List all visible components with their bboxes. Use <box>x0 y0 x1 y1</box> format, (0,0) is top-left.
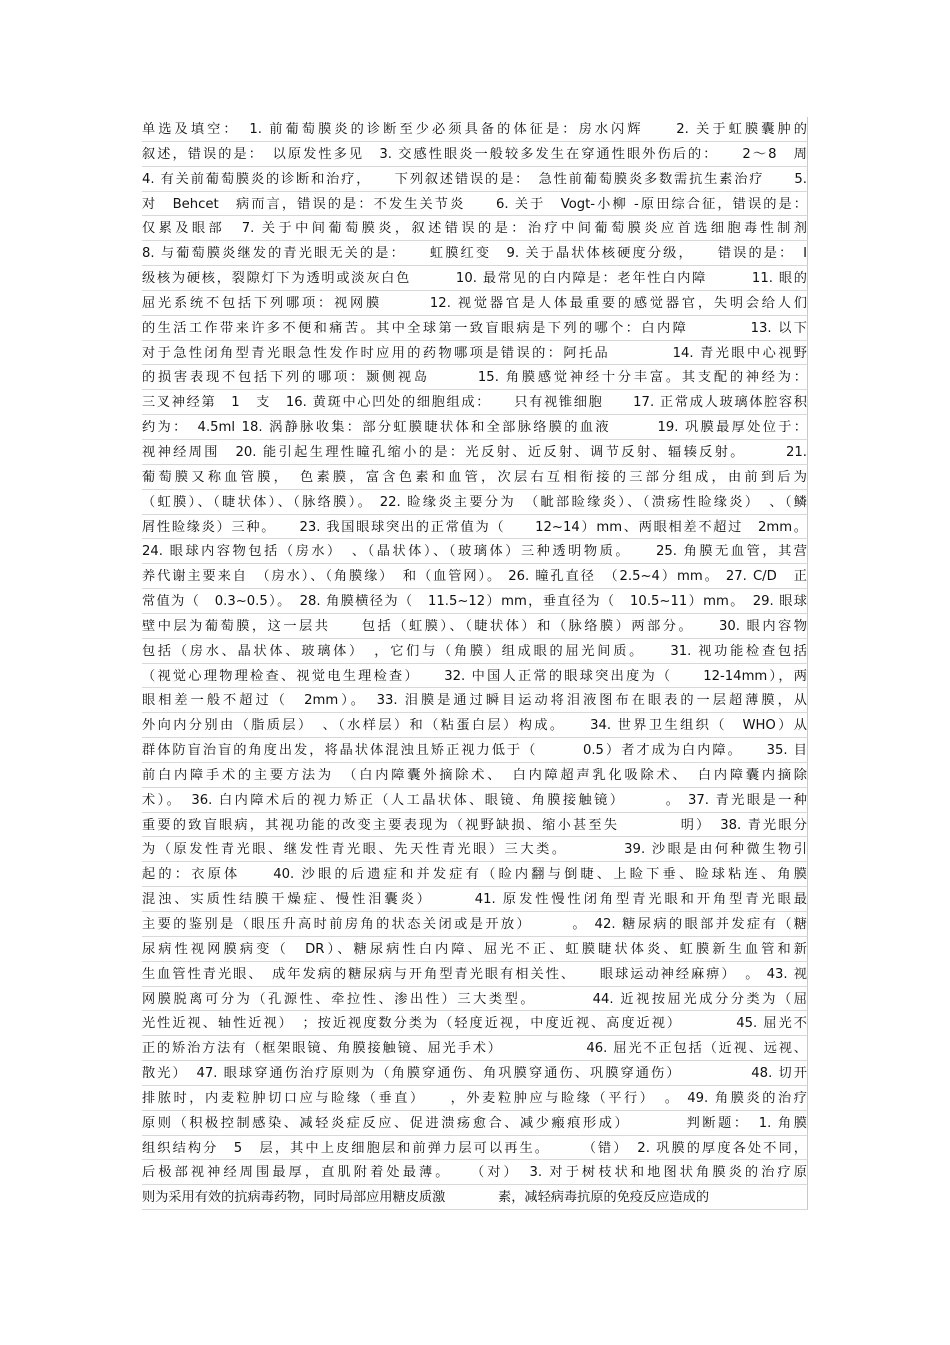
text-line: 光性近视、轴性近视） ；按近视度数分类为（轻度近视，中度近视、高度近视） 45. 屈光不 <box>142 1011 808 1036</box>
text-line: 叙述，错误的是： 以原发性多见 3. 交感性眼炎一般较多发生在穿通性眼外伤后的： 2～8 周 <box>142 142 808 167</box>
document-page <box>142 117 808 1210</box>
text-line: 生血管性青光眼、 成年发病的糖尿病与开角型青光眼有相关性、 眼球运动神经麻痹） 。 43. 视 <box>142 962 808 987</box>
text-line: 约为： 4.5ml 18. 涡静脉收集：部分虹膜睫状体和全部脉络膜的血液 19. 巩膜最厚处位于： <box>142 415 808 440</box>
text-line: 混浊、实质性结膜干燥症、慢性泪囊炎） 41. 原发性慢性闭角型青光眼和开角型青光眼最 <box>142 887 808 912</box>
text-line: 散光） 47. 眼球穿通伤治疗原则为（角膜穿通伤、角巩膜穿通伤、巩膜穿通伤） 48. 切开 <box>142 1061 808 1086</box>
text-line: 则为采用有效的抗病毒药物，同时局部应用糖皮质激 素，减轻病毒抗原的免疫反应造成的 <box>142 1185 808 1210</box>
text-line: 网膜脱离可分为（孔源性、牵拉性、渗出性）三大类型。 44. 近视按屈光成分分类为（屈 <box>142 987 808 1012</box>
text-line: 壁中层为葡萄膜，这一层共 包括（虹膜）、（睫状体）和（脉络膜）两部分。 30. 眼内容物 <box>142 614 808 639</box>
text-line: 前白内障手术的主要方法为 （白内障囊外摘除术、 白内障超声乳化吸除术、 白内障囊内摘除 <box>142 763 808 788</box>
text-line: 术）。 36. 白内障术后的视力矫正（人工晶状体、眼镜、角膜接触镜） 。 37. 青光眼是一种 <box>142 788 808 813</box>
text-line: 屑性睑缘炎）三种。 23. 我国眼球突出的正常值为（ 12~14）mm、两眼相差不超过 2mm。 <box>142 515 808 540</box>
text-line: 组织结构分 5 层，其中上皮细胞层和前弹力层可以再生。 （错） 2. 巩膜的厚度各处不同， <box>142 1136 808 1161</box>
text-line: 排脓时，内麦粒肿切口应与睑缘（垂直） ，外麦粒肿应与睑缘（平行） 。 49. 角膜炎的治疗 <box>142 1086 808 1111</box>
text-line: （视觉心理物理检查、视觉电生理检查） 32. 中国人正常的眼球突出度为（ 12-14mm），两 <box>142 664 808 689</box>
text-line: （虹膜）、（睫状体）、（脉络膜）。 22. 睑缘炎主要分为 （眦部睑缘炎）、（溃疡性睑缘炎） 、（鳞 <box>142 490 808 515</box>
text-line: 主要的鉴别是（眼压升高时前房角的状态关闭或是开放） 。 42. 糖尿病的眼部并发症有（糖 <box>142 912 808 937</box>
text-line: 群体防盲治盲的角度出发，将晶状体混浊且矫正视力低于（ 0.5）者才成为白内障。 35. 目 <box>142 738 808 763</box>
text-line: 三叉神经第 1 支 16. 黄斑中心凹处的细胞组成： 只有视锥细胞 17. 正常成人玻璃体腔容积 <box>142 390 808 415</box>
text-line: 包括（房水、晶状体、玻璃体） ，它们与（角膜）组成眼的屈光间质。 31. 视功能检查包括 <box>142 639 808 664</box>
text-line: 对 Behcet 病而言，错误的是：不发生关节炎 6. 关于 Vogt-小柳 -原田综合征，错误的是： <box>142 192 808 217</box>
text-line: 4. 有关前葡萄膜炎的诊断和治疗， 下列叙述错误的是： 急性前葡萄膜炎多数需抗生素治疗 5. <box>142 167 808 192</box>
text-line: 重要的致盲眼病，其视功能的改变主要表现为（视野缺损、缩小甚至失 明） 38. 青光眼分 <box>142 813 808 838</box>
text-line: 外向内分别由（脂质层） 、（水样层）和（粘蛋白层）构成。 34. 世界卫生组织（ WHO）从 <box>142 713 808 738</box>
text-line: 屈光系统不包括下列哪项：视网膜 12. 视觉器官是人体最重要的感觉器官，失明会给人们 <box>142 291 808 316</box>
text-line: 为（原发性青光眼、继发性青光眼、先天性青光眼）三大类。 39. 沙眼是由何种微生物引 <box>142 837 808 862</box>
text-line: 级核为硬核，裂隙灯下为透明或淡灰白色 10. 最常见的白内障是：老年性白内障 11. 眼的 <box>142 266 808 291</box>
text-line: 起的：衣原体 40. 沙眼的后遗症和并发症有（睑内翻与倒睫、上睑下垂、睑球粘连、角膜 <box>142 862 808 887</box>
text-line: 单选及填空： 1. 前葡萄膜炎的诊断至少必须具备的体征是：房水闪辉 2. 关于虹膜囊肿的 <box>142 117 808 142</box>
text-line: 养代谢主要来自 （房水）、（角膜缘） 和（血管网）。 26. 瞳孔直径 （2.5~4）mm。 27. C/D 正 <box>142 564 808 589</box>
text-line: 眼相差一般不超过（ 2mm）。 33. 泪膜是通过瞬目运动将泪液图布在眼表的一层超薄膜，从 <box>142 688 808 713</box>
text-line: 葡萄膜又称血管膜， 色素膜，富含色素和血管，次层右互相衔接的三部分组成，由前到后为 <box>142 465 808 490</box>
text-line: 常值为（ 0.3~0.5）。 28. 角膜横径为（ 11.5~12）mm，垂直径为（ 10.5~11）mm。 29. 眼球 <box>142 589 808 614</box>
text-line: 24. 眼球内容物包括（房水） 、（晶状体）、（玻璃体）三种透明物质。 25. 角膜无血管，其营 <box>142 539 808 564</box>
text-line: 正的矫治方法有（框架眼镜、角膜接触镜、屈光手术） 46. 屈光不正包括（近视、远视、 <box>142 1036 808 1061</box>
text-line: 视神经周围 20. 能引起生理性瞳孔缩小的是：光反射、近反射、调节反射、辐辏反射。 21. <box>142 440 808 465</box>
text-line: 仅累及眼部 7. 关于中间葡萄膜炎，叙述错误的是：治疗中间葡萄膜炎应首选细胞毒性制剂 <box>142 216 808 241</box>
text-line: 后极部视神经周围最厚，直肌附着处最薄。 （对） 3. 对于树枝状和地图状角膜炎的治疗原 <box>142 1160 808 1185</box>
text-line: 8. 与葡萄膜炎继发的青光眼无关的是： 虹膜红变 9. 关于晶状体核硬度分级， 错误的是： I <box>142 241 808 266</box>
text-line: 的损害表现不包括下列的哪项：颞侧视岛 15. 角膜感觉神经十分丰富。其支配的神经为： <box>142 365 808 390</box>
text-line: 对于急性闭角型青光眼急性发作时应用的药物哪项是错误的：阿托品 14. 青光眼中心视野 <box>142 341 808 366</box>
text-line: 原则（积极控制感染、减轻炎症反应、促进溃疡愈合、减少瘢痕形成） 判断题： 1. 角膜 <box>142 1111 808 1136</box>
text-line: 尿病性视网膜病变（ DR）、糖尿病性白内障、屈光不正、虹膜睫状体炎、虹膜新生血管和新 <box>142 937 808 962</box>
text-line: 的生活工作带来许多不便和痛苦。其中全球第一致盲眼病是下列的哪个：白内障 13. 以下 <box>142 316 808 341</box>
